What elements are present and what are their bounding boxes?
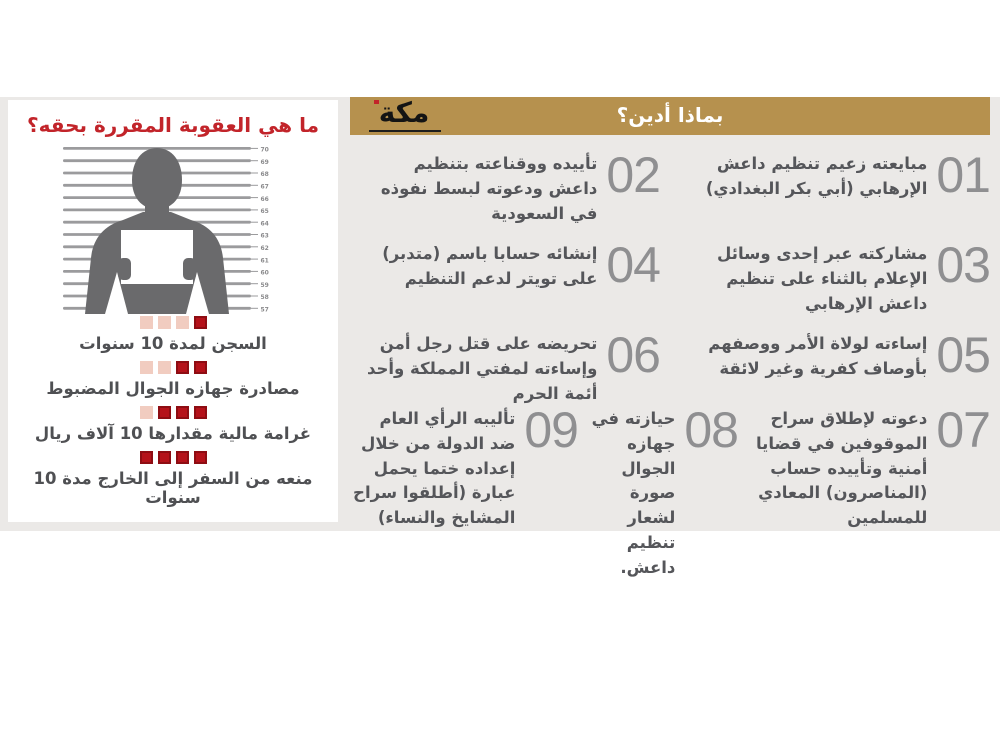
severity-square-empty-icon <box>158 316 171 329</box>
ruler-number: 64 <box>260 220 269 228</box>
ruler-number: 63 <box>260 232 269 240</box>
charge-text: حيازته في جهازه الجوال صورة لشعار تنظيم داعش. <box>591 409 676 577</box>
punishment-label: منعه من السفر إلى الخارج مدة 10 سنوات <box>33 469 313 507</box>
charge-number: 05 <box>936 327 990 383</box>
charge-item <box>738 402 990 580</box>
ruler-number: 67 <box>260 183 269 191</box>
ruler-number: 57 <box>260 306 269 314</box>
ruler-tick <box>251 296 258 297</box>
charge-item <box>350 237 660 332</box>
ruler-tick <box>251 259 258 260</box>
charge-text: إساءته لولاة الأمر ووصفهم بأوصاف كفرية وغير لائقة <box>708 334 928 378</box>
punishment-item <box>8 406 338 443</box>
charge-text: إنشائه حسابا باسم (متدبر) على تويتر لدعم التنظيم <box>382 244 598 288</box>
ruler-tick <box>251 197 258 198</box>
punishment-label: مصادرة جهازه الجوال المضبوط <box>46 379 300 398</box>
ruler-tick <box>251 234 258 235</box>
charge-text: تأليبه الرأي العام ضد الدولة من خلال إعداده ختما يحمل عبارة (أطلقوا سراح المشايخ والنساء) <box>353 409 516 527</box>
severity-square-filled-icon <box>194 406 207 419</box>
charge-number: 03 <box>936 237 990 293</box>
punishment-list <box>8 316 338 507</box>
charge-item <box>350 147 660 242</box>
punishment-item <box>8 316 338 353</box>
ruler-tick <box>251 209 258 210</box>
severity-square-empty-icon <box>140 361 153 374</box>
severity-square-filled-icon <box>194 361 207 374</box>
ruler-tick <box>251 222 258 223</box>
severity-square-filled-icon <box>158 406 171 419</box>
ruler-tick <box>251 160 258 161</box>
ruler-tick <box>251 308 258 309</box>
charge-number: 09 <box>524 402 578 458</box>
ruler-tick <box>251 185 258 186</box>
charge-text: مشاركته عبر إحدى وسائل الإعلام بالثناء على تنظيم داعش الإرهابي <box>717 244 928 313</box>
severity-squares <box>8 316 338 329</box>
severity-square-filled-icon <box>194 316 207 329</box>
charges-grid-top <box>350 147 990 422</box>
charge-item <box>578 402 738 580</box>
charge-number: 01 <box>936 147 990 203</box>
ruler-tick <box>251 173 258 174</box>
ruler-tick <box>251 271 258 272</box>
punishment-item <box>8 451 338 507</box>
severity-squares <box>8 406 338 419</box>
charge-number: 04 <box>606 237 660 293</box>
charge-item <box>660 237 990 332</box>
charge-number: 06 <box>606 327 660 383</box>
ruler-number: 60 <box>260 269 269 277</box>
logo-tagline-bar <box>369 130 441 132</box>
punishment-item <box>8 361 338 398</box>
ruler-number: 58 <box>260 294 269 302</box>
severity-square-empty-icon <box>158 361 171 374</box>
severity-square-filled-icon <box>194 451 207 464</box>
ruler-number: 68 <box>260 171 269 179</box>
charge-number: 08 <box>684 402 738 458</box>
charge-text: مبايعته زعيم تنظيم داعش الإرهابي (أبي بكر البغدادي) <box>705 154 928 198</box>
charge-item <box>660 147 990 242</box>
punishment-label: السجن لمدة 10 سنوات <box>79 334 267 353</box>
severity-square-empty-icon <box>140 406 153 419</box>
mugshot-illustration <box>55 142 291 314</box>
ruler-number: 65 <box>260 208 269 216</box>
severity-square-filled-icon <box>176 361 189 374</box>
severity-square-empty-icon <box>140 316 153 329</box>
ruler-number: 59 <box>260 281 269 289</box>
charge-text: تحريضه على قتل رجل أمن وإساءته لمفتي المملكة وأحد أئمة الحرم <box>366 334 598 403</box>
ruler-number: 62 <box>260 245 269 252</box>
ruler-tick <box>251 283 258 284</box>
charge-item <box>350 402 578 580</box>
ruler-number: 70 <box>260 146 269 154</box>
punishment-label: غرامة مالية مقدارها 10 آلاف ريال <box>34 424 312 443</box>
severity-squares <box>8 361 338 374</box>
charge-number: 02 <box>606 147 660 203</box>
charge-number: 07 <box>936 402 990 458</box>
ruler-tick <box>251 148 258 149</box>
charges-header-bar <box>350 97 990 135</box>
punishment-panel-title: ما هي العقوبة المقررة بحقه؟ <box>26 113 320 137</box>
ruler-tick <box>251 246 258 247</box>
severity-square-empty-icon <box>176 316 189 329</box>
charges-header-title: بماذا أدين؟ <box>616 103 724 127</box>
charge-text: دعوته لإطلاق سراح الموقوفين في قضايا أمنية وتأييده حساب (المناصرون) المعادي للمسلمين <box>755 409 928 527</box>
severity-square-filled-icon <box>176 406 189 419</box>
charge-text: تأييده ووقناعته بتنظيم داعش ودعوته لبسط نفوذه في السعودية <box>380 154 598 223</box>
punishment-panel <box>8 100 338 522</box>
charges-grid-bottom <box>350 402 990 580</box>
severity-square-filled-icon <box>176 451 189 464</box>
ruler-number: 66 <box>260 195 269 203</box>
ruler-number: 69 <box>260 158 269 166</box>
severity-square-filled-icon <box>140 451 153 464</box>
severity-squares <box>8 451 338 464</box>
logo-wordmark: مكة <box>378 96 430 129</box>
severity-square-filled-icon <box>158 451 171 464</box>
ruler-number: 61 <box>260 257 269 265</box>
